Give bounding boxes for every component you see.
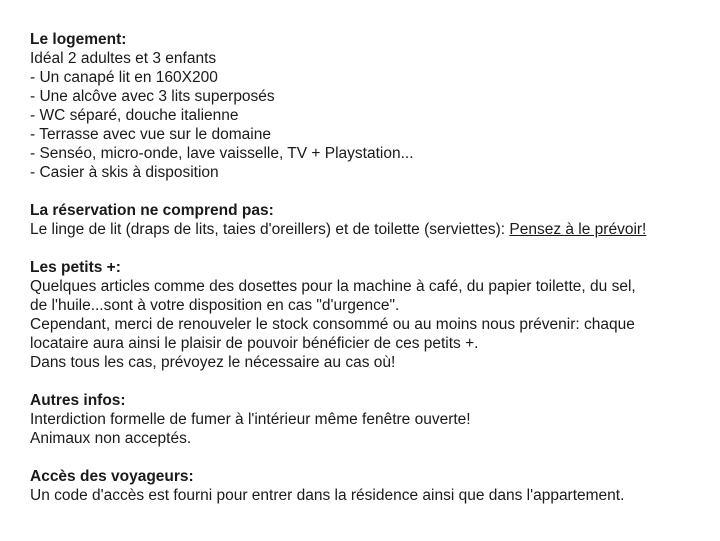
text-line: Quelques articles comme des dosettes pour la machine à café, du papier toilette, du sel,	[30, 278, 636, 295]
text-segment: Le linge de lit (draps de lits, taies d'oreillers) et de toilette (serviettes):	[30, 221, 510, 238]
underlined-reminder: Pensez à le prévoir!	[509, 221, 647, 238]
list-item: - Terrasse avec vue sur le domaine	[30, 126, 271, 143]
list-item: - Une alcôve avec 3 lits superposés	[30, 88, 275, 105]
text-line	[30, 220, 710, 239]
text-line: de l'huile...sont à votre disposition en cas "d'urgence".	[30, 297, 400, 314]
section-heading: Le logement:	[30, 31, 127, 48]
section-acces	[30, 467, 710, 505]
text-line: Un code d'accès est fourni pour entrer dans la résidence ainsi que dans l'appartement.	[30, 487, 625, 504]
list-item: - Senséo, micro-onde, lave vaisselle, TV + Playstation...	[30, 145, 414, 162]
text-line: locataire aura ainsi le plaisir de pouvoir bénéficier de ces petits +.	[30, 335, 479, 352]
section-heading: Accès des voyageurs:	[30, 468, 194, 485]
section-reservation	[30, 201, 710, 239]
section-heading: Les petits +:	[30, 259, 121, 276]
text-line: Cependant, merci de renouveler le stock consommé ou au moins nous prévenir: chaque	[30, 316, 635, 333]
section-autres-infos	[30, 391, 710, 448]
section-logement	[30, 30, 710, 182]
text-line: Dans tous les cas, prévoyez le nécessaire au cas où!	[30, 354, 396, 371]
document-body	[30, 30, 710, 524]
text-line: Interdiction formelle de fumer à l'intérieur même fenêtre ouverte!	[30, 411, 471, 428]
section-petits-plus	[30, 258, 710, 372]
section-heading: La réservation ne comprend pas:	[30, 202, 274, 219]
section-heading: Autres infos:	[30, 392, 126, 409]
list-item: - Casier à skis à disposition	[30, 164, 219, 181]
list-item: - Un canapé lit en 160X200	[30, 69, 218, 86]
text-line: Idéal 2 adultes et 3 enfants	[30, 50, 217, 67]
list-item: - WC séparé, douche italienne	[30, 107, 239, 124]
text-line: Animaux non acceptés.	[30, 430, 192, 447]
